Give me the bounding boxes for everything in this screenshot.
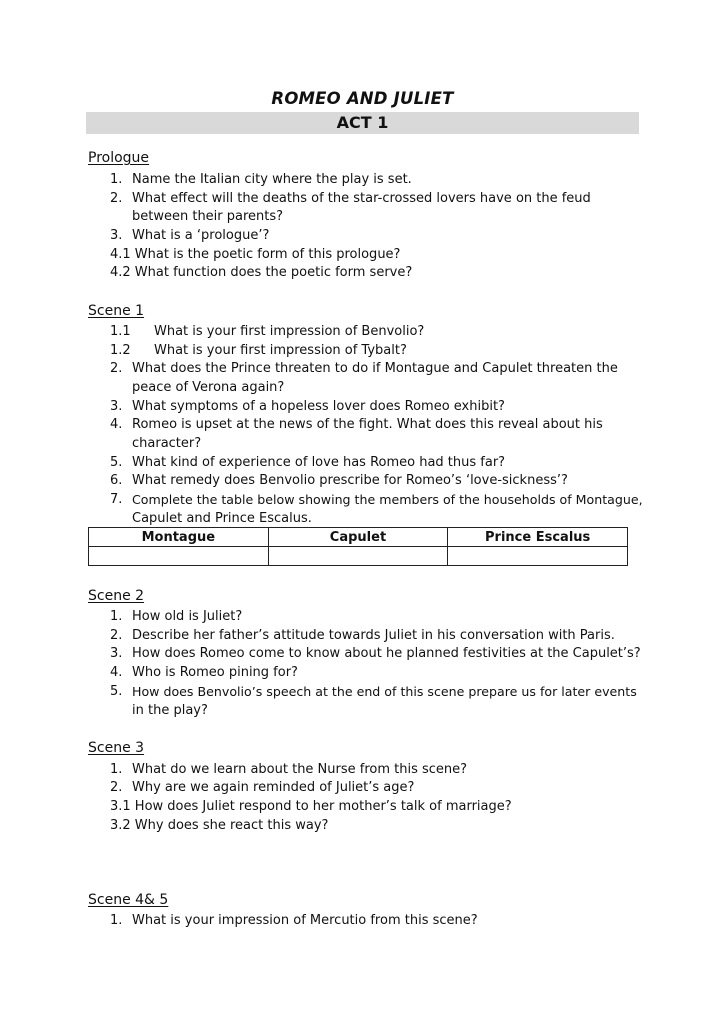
column-header-prince-escalus: Prince Escalus [448, 528, 628, 547]
item-text: What is your impression of Mercutio from this scene? [132, 913, 478, 928]
item-text: What does the Prince threaten to do if Montague and Capulet threaten the [132, 361, 618, 376]
scene3-heading: Scene 3 [88, 740, 145, 756]
item-text: What symptoms of a hopeless lover does Romeo exhibit? [132, 399, 505, 414]
item-text: What is your first impression of Tybalt? [154, 343, 407, 358]
list-item: 4.1 What is the poetic form of this prologue? [110, 247, 401, 262]
table-cell-capulet[interactable] [268, 547, 448, 566]
item-number: 2. [110, 361, 123, 376]
households-table [88, 527, 628, 566]
item-number: 1.2 [110, 343, 131, 358]
item-number: 5. [110, 684, 123, 699]
table-row [89, 547, 628, 566]
scene1-heading: Scene 1 [88, 303, 145, 319]
table-header-row [89, 528, 628, 547]
item-number: 4. [110, 665, 123, 680]
item-number: 5. [110, 455, 123, 470]
item-text: character? [132, 436, 202, 451]
prologue-heading: Prologue [88, 150, 150, 166]
item-text: What remedy does Benvolio prescribe for Romeo’s ‘love-sickness’? [132, 473, 568, 488]
list-item: 3.1 How does Juliet respond to her mother’s talk of marriage? [110, 799, 512, 814]
item-text: between their parents? [132, 209, 284, 224]
item-text: How old is Juliet? [132, 609, 243, 624]
list-item: 4.2 What function does the poetic form serve? [110, 265, 413, 280]
item-number: 2. [110, 780, 123, 795]
item-text: What is a ‘prologue’? [132, 228, 270, 243]
item-number: 7. [110, 492, 123, 507]
scene2-heading: Scene 2 [88, 588, 145, 604]
table-cell-prince-escalus[interactable] [448, 547, 628, 566]
item-number: 1. [110, 913, 123, 928]
item-text: Capulet and Prince Escalus. [132, 511, 312, 526]
item-text: What kind of experience of love has Romeo had thus far? [132, 455, 506, 470]
item-number: 3. [110, 399, 123, 414]
item-text: Name the Italian city where the play is set. [132, 172, 412, 187]
item-text: What do we learn about the Nurse from this scene? [132, 762, 468, 777]
column-header-montague: Montague [89, 528, 269, 547]
item-text: How does Benvolio’s speech at the end of this scene prepare us for later events [132, 684, 637, 699]
scene45-heading: Scene 4& 5 [88, 892, 169, 908]
item-number: 2. [110, 628, 123, 643]
item-text: What effect will the deaths of the star-crossed lovers have on the feud [132, 191, 591, 206]
item-number: 1. [110, 609, 123, 624]
item-number: 1. [110, 172, 123, 187]
table-cell-montague[interactable] [89, 547, 269, 566]
column-header-capulet: Capulet [268, 528, 448, 547]
item-text: Complete the table below showing the members of the households of Montague, [132, 492, 643, 507]
item-text: Romeo is upset at the news of the fight. What does this reveal about his [132, 417, 603, 432]
item-number: 3. [110, 646, 123, 661]
item-text: Who is Romeo pining for? [132, 665, 298, 680]
item-number: 3. [110, 228, 123, 243]
page-title: ROMEO AND JULIET [271, 89, 454, 108]
item-number: 1.1 [110, 324, 131, 339]
item-text: Why are we again reminded of Juliet’s age? [132, 780, 415, 795]
act-heading: ACT 1 [86, 112, 639, 134]
item-text: Describe her father’s attitude towards Juliet in his conversation with Paris. [132, 628, 615, 643]
item-text: What is your first impression of Benvolio? [154, 324, 425, 339]
item-number: 1. [110, 762, 123, 777]
item-number: 4. [110, 417, 123, 432]
list-item: 3.2 Why does she react this way? [110, 818, 329, 833]
item-number: 6. [110, 473, 123, 488]
item-text: peace of Verona again? [132, 380, 285, 395]
item-text: How does Romeo come to know about he planned festivities at the Capulet’s? [132, 646, 641, 661]
item-text: in the play? [132, 703, 208, 718]
item-number: 2. [110, 191, 123, 206]
